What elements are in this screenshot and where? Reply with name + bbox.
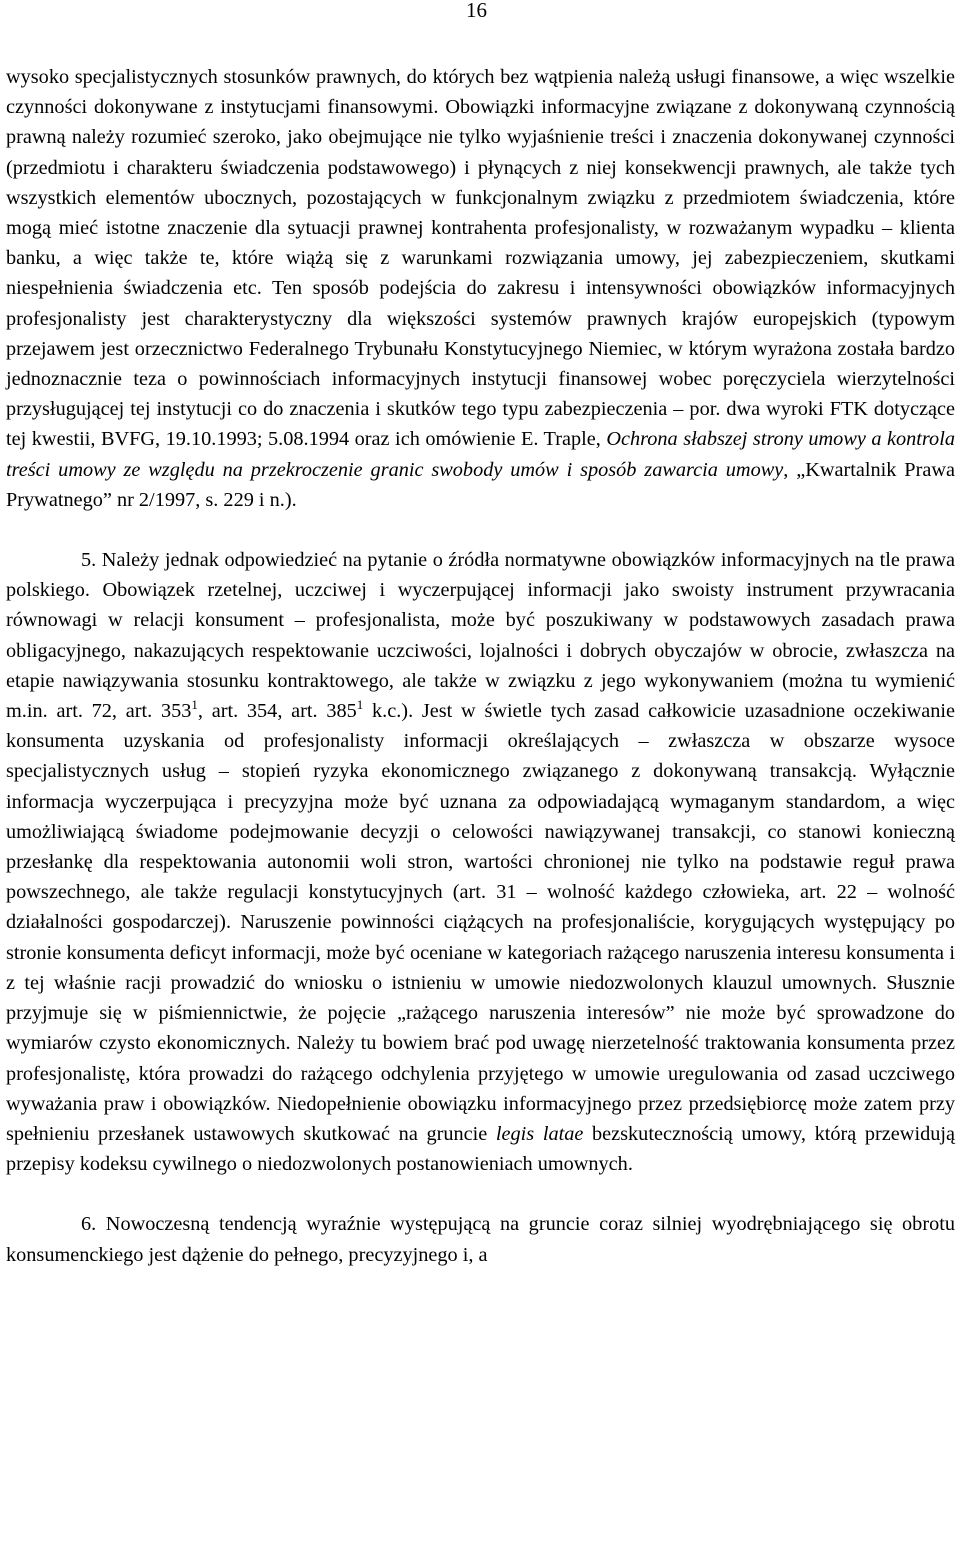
paragraph-6 [6, 1209, 955, 1269]
paragraph-text: bezskutecznością umowy, którą przewidują przepisy kodeksu cywilnego o niedozwolonych postanowieniach umownych. [6, 1122, 955, 1176]
paragraph-text: wysoko specjalistycznych stosunków prawnych, do których bez wątpienia należą usługi finansowe, a więc wszelkie czynności dokonywane z instytucjami finansowymi. Obowiązki informacyjne związane z dokonywaną czynnością prawną należy rozumieć szeroko, jako obejmujące nie tylko wyjaśnienie treści i znaczenia dokonywanej czynności (przedmiotu i charakteru świadczenia podstawowego) i płynących z niej konsekwencji prawnych, ale także tych wszystkich elementów ubocznych, pozostających w funkcjonalnym związku z przedmiotem świadczenia, które mogą mieć istotne znaczenie dla sytuacji prawnej kontrahenta profesjonalisty, w rozważanym wypadku – klienta banku, a więc także te, które wiążą się z warunkami rozwiązania umowy, jej zabezpieczeniem, skutkami niespełnienia świadczenia etc. Ten sposób podejścia do zakresu i intensywności obowiązków informacyjnych profesjonalisty jest charakterystyczny dla większości systemów prawnych krajów europejskich (typowym przejawem jest orzecznictwo Federalnego Trybunału Konstytucyjnego Niemiec, w którym wyrażona została bardzo jednoznacznie teza o powinnościach informacyjnych instytucji finansowej wobec poręczyciela wierzytelności przysługującej tej instytucji co do znaczenia i skutków tego typu zabezpieczenia – por. dwa wyroki FTK dotyczące tej kwestii, BVFG, 19.10.1993; 5.08.1994 oraz ich omówienie E. Traple, [6, 66, 955, 451]
cited-work-title: Ochrona słabszej strony umowy a kontrola treści umowy ze względu na przekroczenie granic swobody umów i sposób zawarcia umowy [6, 428, 955, 481]
paragraph-spacer [6, 515, 955, 545]
paragraph-number: 6. [81, 1213, 97, 1236]
superscript: 1 [356, 697, 364, 713]
paragraph-text: Nowoczesną tendencją wyraźnie występującą na gruncie coraz silniej wyodrębniającego się obrotu konsumenckiego jest dążenie do pełnego, precyzyjnego i, a [6, 1213, 955, 1266]
paragraph-continued [6, 62, 955, 515]
paragraph-number: 5. [81, 549, 97, 572]
document-body [6, 62, 955, 1270]
latin-phrase: legis latae [495, 1122, 584, 1145]
paragraph-spacer [6, 1179, 955, 1209]
paragraph-text: Należy jednak odpowiedzieć na pytanie o źródła normatywne obowiązków informacyjnych na tle prawa polskiego. Obowiązek rzetelnej, uczciwej i wyczerpującej informacji jako swoisty instrument przywracania równowagi w relacji konsument – profesjonalista, może być poszukiwany w podstawowych zasadach prawa obligacyjnego, nakazujących respektowanie uczciwości, lojalności i dobrych obyczajów w obrocie, zwłaszcza na etapie nawiązywania stosunku kontraktowego, ale także w związku z jego wykonywaniem (można tu wymienić m.in. art. 72, art. 353 [6, 549, 955, 723]
paragraph-text: , art. 354, art. 385 [197, 700, 357, 723]
paragraph-5 [6, 545, 955, 1179]
paragraph-text: k.c.). Jest w świetle tych zasad całkowicie uzasadnione oczekiwanie konsumenta uzyskania od profesjonalisty informacji określających – zwłaszcza w obszarze wysoce specjalistycznych usług – stopień ryzyka ekonomicznego związanego z dokonywaną transakcją. Wyłącznie informacja wyczerpująca i precyzyjna może być uznana za odpowiadającą wymaganym standardom, a więc umożliwiającą świadome podejmowanie decyzji o celowości nawiązywanej transakcji, co stanowi konieczną przesłankę dla respektowania autonomii woli stron, wartości chronionej nie tylko na podstawie reguł prawa powszechnego, ale także regulacji konstytucyjnych (art. 31 – wolność każdego człowieka, art. 22 – wolność działalności gospodarczej). Naruszenie powinności ciążących na profesjonaliście, korygujących występujący po stronie konsumenta deficyt informacji, może być oceniane w kategoriach rażącego naruszenia interesu konsumenta i z tej właśnie racji prowadzić do wniosku o istnieniu w umowie niedozwolonych klauzul umownych. Słusznie przyjmuje się w piśmiennictwie, że pojęcie „rażącego naruszenia interesów” nie może być sprowadzone do wymiarów czysto ekonomicznych. Należy tu bowiem brać pod uwagę nierzetelność traktowania konsumenta przez profesjonalistę, która prowadzi do rażącego odchylenia przyjętego w umowie uregulowania od zasad uczciwego wyważania praw i obowiązków. Niedopełnienie obowiązku informacyjnego przez przedsiębiorcę może zatem przy spełnieniu przesłanek ustawowych skutkować na gruncie [6, 700, 956, 1145]
superscript: 1 [191, 697, 198, 713]
page-number: 16 [466, 0, 487, 22]
paragraph-text: , „Kwartalnik Prawa Prywatnego” nr 2/1997, s. 229 i n.). [6, 458, 955, 511]
